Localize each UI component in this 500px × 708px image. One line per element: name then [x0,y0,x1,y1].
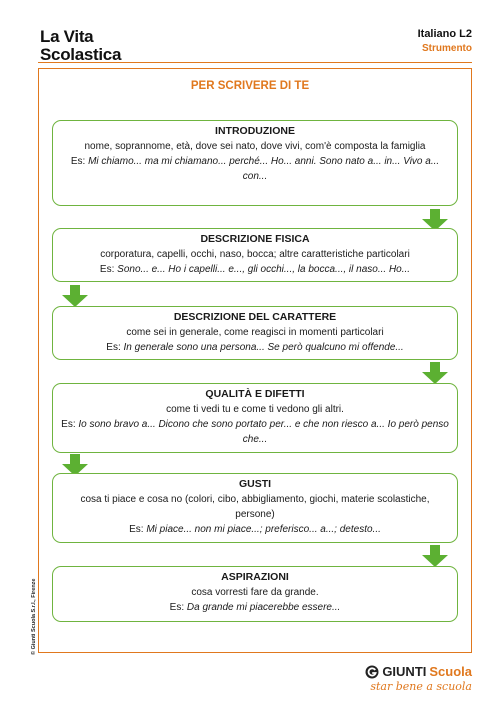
example-text: Mi piace... non mi piace...; preferisco... a...; detesto... [146,524,381,535]
publication-logo [40,28,121,64]
section-example [61,154,449,184]
logo-line-2: Scolastica [40,45,122,64]
brand-name-b: Scuola [429,664,472,679]
arrow-down-icon [422,545,448,567]
example-label: Es: [61,419,79,430]
copyright-credit: © Giunti Scuola S.r.l., Firenze [31,578,37,655]
section-heading: ASPIRAZIONI [221,571,289,583]
section-qualita-difetti [52,383,458,453]
example-text: Io sono bravo a... Dicono che sono portato per... e che non riesco a... Io però penso che... [78,419,449,445]
section-example [61,417,449,447]
arrow-down-icon [422,362,448,384]
example-label: Es: [99,264,118,275]
page-title: PER SCRIVERE DI TE [190,80,310,92]
example-label: Es: [106,342,124,353]
kind-label: Strumento [422,43,472,54]
brand-name-a: GIUNTI [382,664,427,679]
brand-tagline: star bene a scuola [370,680,472,693]
section-description: cosa vorresti fare da grande. [191,587,319,598]
section-descrizione-carattere [52,306,458,360]
example-text: Sono... e... Ho i capelli... e..., gli occhi..., la bocca..., il naso... Ho... [117,264,411,275]
example-label: Es: [70,156,89,167]
arrow-down-icon [62,285,88,307]
publisher-brand [365,664,472,693]
example-text: In generale sono una persona... Se però qualcuno mi offende... [123,342,404,353]
section-description: come ti vedi tu e come ti vedono gli altri. [166,404,344,415]
logo-line-1: La Vita [40,27,94,46]
section-introduzione [52,120,458,206]
section-heading: DESCRIZIONE FISICA [200,233,310,245]
section-gusti [52,473,458,543]
section-example [61,600,449,615]
section-example [61,340,449,355]
header-meta [418,28,472,54]
subject-label: Italiano L2 [417,28,472,40]
section-heading: INTRODUZIONE [215,125,295,137]
section-description: corporatura, capelli, occhi, naso, bocca; altre caratteristiche particolari [100,249,410,260]
header-divider [38,62,472,63]
giunti-g-icon [365,665,379,679]
example-label: Es: [129,524,147,535]
section-heading: QUALITÀ E DIFETTI [205,388,305,400]
section-example [61,262,449,277]
section-description: come sei in generale, come reagisci in momenti particolari [126,327,384,338]
section-descrizione-fisica [52,228,458,282]
example-text: Mi chiamo... ma mi chiamano... perché... Ho... anni. Sono nato a... in... Vivo a... con... [88,156,440,182]
section-description: cosa ti piace e cosa no (colori, cibo, abbigliamento, giochi, materie scolastiche, persone) [80,494,430,520]
section-aspirazioni [52,566,458,622]
example-text: Da grande mi piacerebbe essere... [186,602,341,613]
section-example [61,522,449,537]
example-label: Es: [169,602,187,613]
section-heading: DESCRIZIONE DEL CARATTERE [173,311,337,323]
section-heading: GUSTI [238,478,272,490]
section-description: nome, soprannome, età, dove sei nato, dove vivi, com'è composta la famiglia [84,141,426,152]
